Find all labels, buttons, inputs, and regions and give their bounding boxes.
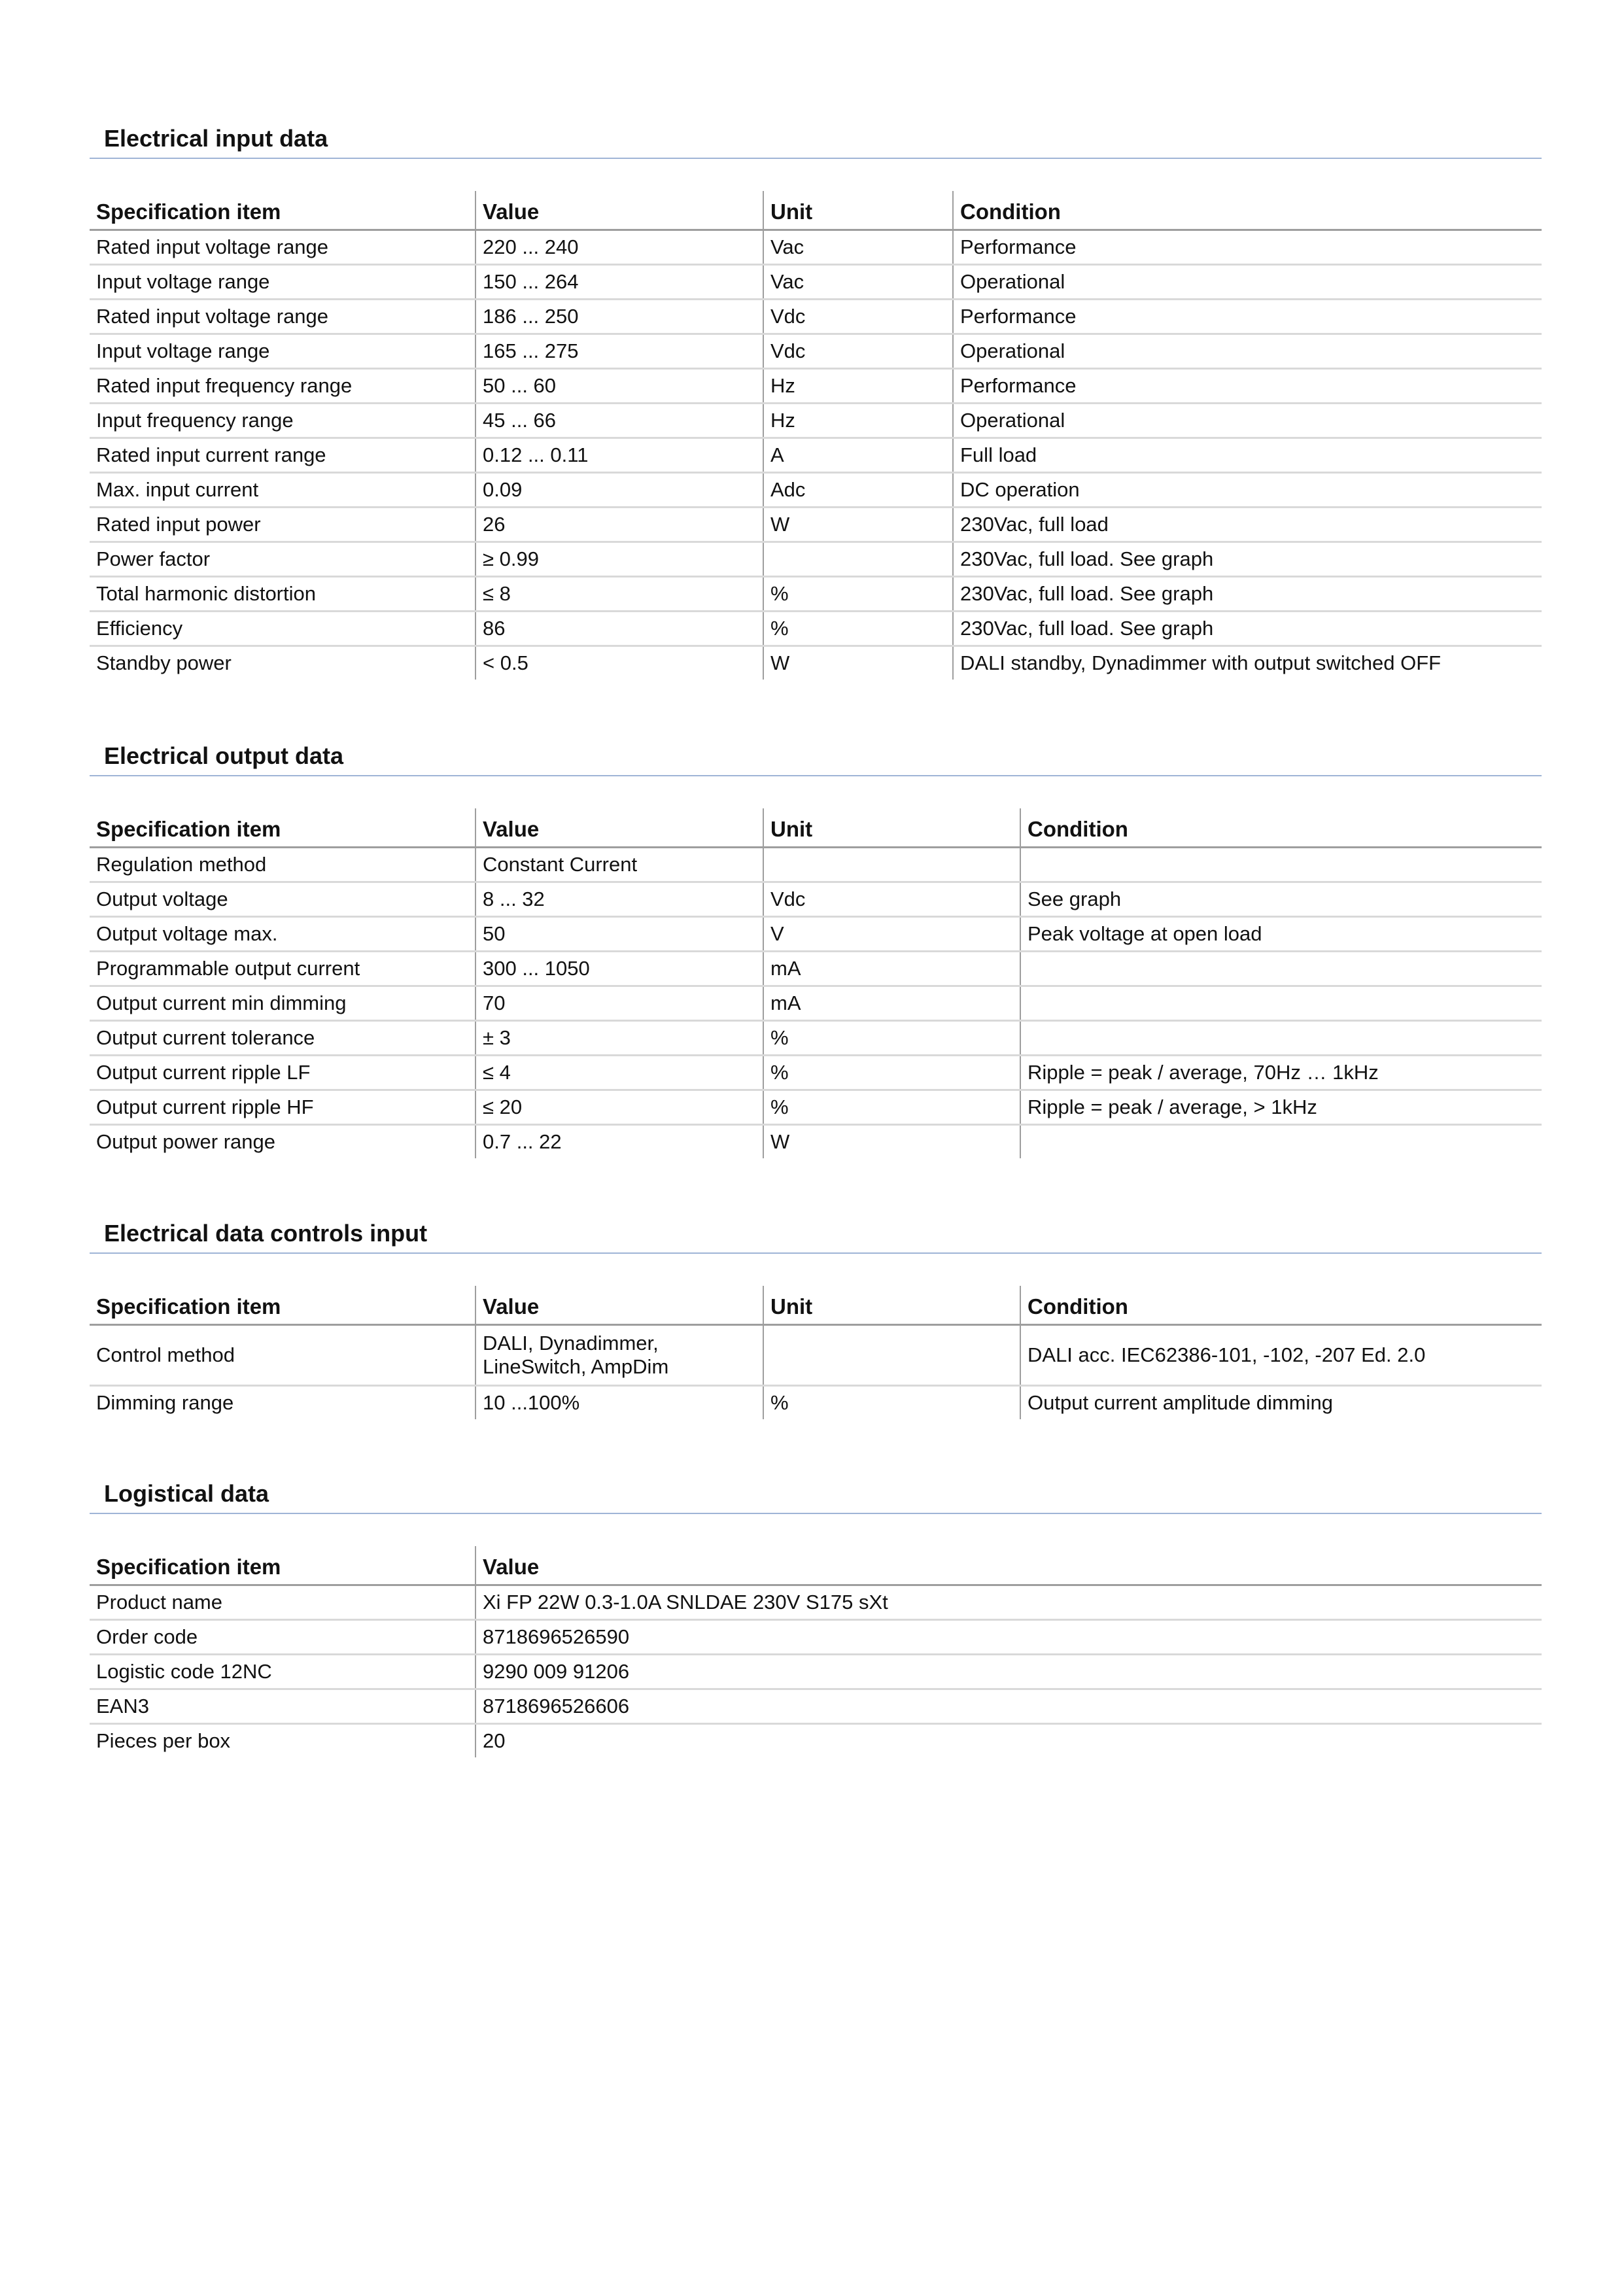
table-cell: DALI, Dynadimmer, LineSwitch, AmpDim	[475, 1325, 763, 1386]
table-cell: ≤ 8	[475, 577, 763, 612]
table-cell: 50 ... 60	[475, 369, 763, 404]
table-cell: < 0.5	[475, 646, 763, 680]
table-row	[90, 882, 1542, 917]
table-cell: Hz	[763, 369, 953, 404]
table-cell: Efficiency	[90, 612, 475, 646]
table-row	[90, 438, 1542, 473]
table-cell: Performance	[953, 230, 1542, 265]
table-cell: Performance	[953, 300, 1542, 334]
table-row	[90, 1386, 1542, 1420]
table-cell: Ripple = peak / average, 70Hz … 1kHz	[1020, 1056, 1542, 1090]
table-cell: Operational	[953, 265, 1542, 300]
table-cell: Product name	[90, 1585, 475, 1620]
column-header: Specification item	[90, 1546, 475, 1585]
table-cell	[1020, 986, 1542, 1021]
table-cell: Operational	[953, 404, 1542, 438]
table-cell: Operational	[953, 334, 1542, 369]
table-cell	[1020, 1125, 1542, 1159]
table-row	[90, 1021, 1542, 1056]
table-row	[90, 1655, 1542, 1689]
table-row	[90, 1689, 1542, 1724]
section-electrical-output	[90, 742, 1542, 1153]
table-cell: ± 3	[475, 1021, 763, 1056]
table-cell: Rated input frequency range	[90, 369, 475, 404]
table-cell	[763, 542, 953, 577]
column-header: Unit	[763, 1286, 1020, 1325]
column-header: Value	[475, 1546, 1542, 1585]
table-cell: Dimming range	[96, 1391, 234, 1414]
table-cell: Rated input current range	[90, 438, 475, 473]
table-cell: Output voltage	[90, 882, 475, 917]
table-cell: 150 ... 264	[475, 265, 763, 300]
table-cell: W	[763, 508, 953, 542]
title-rule	[90, 1513, 1542, 1514]
table-row	[90, 1056, 1542, 1090]
table-row	[90, 577, 1542, 612]
table-header-row	[90, 191, 1542, 230]
column-header: Condition	[1020, 808, 1542, 848]
table-cell: 10 ...100%	[475, 1386, 763, 1420]
table-cell	[1020, 1021, 1542, 1056]
table-cell: mA	[763, 952, 1020, 986]
table-cell: Output current amplitude dimming	[1020, 1386, 1542, 1420]
table-cell: Constant Current	[475, 848, 763, 882]
table-cell: 20	[475, 1724, 1542, 1758]
section-logistical	[90, 1479, 1542, 1752]
table-cell: Adc	[763, 473, 953, 508]
table-cell: Vdc	[763, 882, 1020, 917]
table-cell: Programmable output current	[90, 952, 475, 986]
table-cell	[763, 1325, 1020, 1386]
table-cell: Vdc	[763, 300, 953, 334]
table-row	[90, 473, 1542, 508]
table-row	[90, 300, 1542, 334]
section-title: Electrical data controls input	[104, 1220, 428, 1247]
column-header: Value	[475, 191, 763, 230]
table-row	[90, 508, 1542, 542]
table-cell: %	[763, 1021, 1020, 1056]
logistical-table	[90, 1546, 1542, 1757]
table-cell: 0.12 ... 0.11	[475, 438, 763, 473]
table-cell: %	[763, 1386, 1020, 1420]
table-row	[90, 404, 1542, 438]
table-cell: 220 ... 240	[475, 230, 763, 265]
table-cell: Input frequency range	[90, 404, 475, 438]
table-cell: Rated input voltage range	[90, 300, 475, 334]
table-cell: W	[763, 646, 953, 680]
table-row	[90, 265, 1542, 300]
table-cell	[1020, 952, 1542, 986]
table-cell	[763, 848, 1020, 882]
table-cell: Logistic code 12NC	[90, 1655, 475, 1689]
column-header: Specification item	[90, 808, 475, 848]
table-cell: A	[763, 438, 953, 473]
table-cell: %	[763, 612, 953, 646]
table-row	[90, 1585, 1542, 1620]
table-cell: 0.09	[475, 473, 763, 508]
table-row	[90, 917, 1542, 952]
table-cell: DALI acc. IEC62386-101, -102, -207 Ed. 2.0	[1020, 1325, 1542, 1386]
table-cell: Output power range	[96, 1130, 276, 1153]
table-cell: %	[763, 577, 953, 612]
table-header-row	[90, 808, 1542, 848]
table-cell: 186 ... 250	[475, 300, 763, 334]
table-cell: Output current min dimming	[90, 986, 475, 1021]
section-controls-input	[90, 1219, 1542, 1414]
section-title: Logistical data	[104, 1480, 269, 1507]
table-cell: DALI standby, Dynadimmer with output switched OFF	[953, 646, 1542, 680]
table-cell: ≥ 0.99	[475, 542, 763, 577]
table-cell: 70	[475, 986, 763, 1021]
table-cell: 230Vac, full load. See graph	[953, 577, 1542, 612]
table-cell: Input voltage range	[90, 265, 475, 300]
electrical-output-table	[90, 808, 1542, 1158]
column-header: Value	[475, 808, 763, 848]
table-cell: Input voltage range	[90, 334, 475, 369]
table-cell: Output current tolerance	[90, 1021, 475, 1056]
table-row	[90, 230, 1542, 265]
table-row	[90, 646, 1542, 680]
table-row	[90, 1325, 1542, 1386]
title-rule	[90, 1252, 1542, 1254]
table-row	[90, 1125, 1542, 1159]
column-header: Condition	[1020, 1286, 1542, 1325]
table-row	[90, 334, 1542, 369]
table-cell: %	[763, 1056, 1020, 1090]
table-cell: Peak voltage at open load	[1020, 917, 1542, 952]
table-cell: Power factor	[90, 542, 475, 577]
table-cell: 300 ... 1050	[475, 952, 763, 986]
table-row	[90, 542, 1542, 577]
table-cell: 230Vac, full load. See graph	[953, 612, 1542, 646]
table-cell: Xi FP 22W 0.3-1.0A SNLDAE 230V S175 sXt	[475, 1585, 1542, 1620]
column-header: Value	[475, 1286, 763, 1325]
table-cell: 230Vac, full load. See graph	[953, 542, 1542, 577]
table-row	[90, 986, 1542, 1021]
table-cell: Output voltage max.	[90, 917, 475, 952]
table-cell: Max. input current	[90, 473, 475, 508]
table-cell: Vac	[763, 230, 953, 265]
table-cell: 0.7 ... 22	[475, 1125, 763, 1159]
table-cell	[1020, 848, 1542, 882]
table-row	[90, 369, 1542, 404]
column-header: Condition	[953, 191, 1542, 230]
table-header-row	[90, 1286, 1542, 1325]
table-cell: 50	[475, 917, 763, 952]
table-cell: 8 ... 32	[475, 882, 763, 917]
table-cell: Total harmonic distortion	[90, 577, 475, 612]
table-cell: EAN3	[90, 1689, 475, 1724]
section-title: Electrical input data	[104, 125, 328, 152]
table-row	[90, 1724, 1542, 1758]
table-cell: Pieces per box	[96, 1729, 231, 1752]
table-cell: Regulation method	[90, 848, 475, 882]
table-cell: Ripple = peak / average, > 1kHz	[1020, 1090, 1542, 1125]
table-row	[90, 1620, 1542, 1655]
section-title: Electrical output data	[104, 742, 344, 769]
table-row	[90, 848, 1542, 882]
table-cell: Rated input power	[90, 508, 475, 542]
table-cell: 230Vac, full load	[953, 508, 1542, 542]
table-cell: Hz	[763, 404, 953, 438]
table-cell: Rated input voltage range	[90, 230, 475, 265]
table-cell: Vdc	[763, 334, 953, 369]
table-cell: Vac	[763, 265, 953, 300]
table-cell: Output current ripple LF	[90, 1056, 475, 1090]
title-rule	[90, 775, 1542, 776]
table-cell: Order code	[90, 1620, 475, 1655]
table-cell: W	[763, 1125, 1020, 1159]
column-header: Specification item	[90, 1286, 475, 1325]
column-header: Unit	[763, 191, 953, 230]
table-cell: mA	[763, 986, 1020, 1021]
column-header: Unit	[763, 808, 1020, 848]
table-cell: Output current ripple HF	[90, 1090, 475, 1125]
table-cell: Control method	[90, 1325, 475, 1386]
table-header-row	[90, 1546, 1542, 1585]
table-cell: Performance	[953, 369, 1542, 404]
controls-input-table	[90, 1286, 1542, 1419]
table-cell: See graph	[1020, 882, 1542, 917]
table-row	[90, 612, 1542, 646]
table-cell: 26	[475, 508, 763, 542]
section-electrical-input	[90, 124, 1542, 674]
table-cell: 8718696526606	[475, 1689, 1542, 1724]
table-cell: ≤ 20	[475, 1090, 763, 1125]
table-cell: %	[763, 1090, 1020, 1125]
table-cell: 165 ... 275	[475, 334, 763, 369]
table-cell: Standby power	[96, 651, 232, 674]
table-cell: 45 ... 66	[475, 404, 763, 438]
table-row	[90, 1090, 1542, 1125]
column-header: Specification item	[90, 191, 475, 230]
table-cell: 8718696526590	[475, 1620, 1542, 1655]
table-cell: DC operation	[953, 473, 1542, 508]
title-rule	[90, 158, 1542, 159]
table-cell: 86	[475, 612, 763, 646]
table-cell: Full load	[953, 438, 1542, 473]
table-cell: 9290 009 91206	[475, 1655, 1542, 1689]
table-cell: ≤ 4	[475, 1056, 763, 1090]
table-row	[90, 952, 1542, 986]
electrical-input-table	[90, 191, 1542, 680]
table-cell: V	[763, 917, 1020, 952]
